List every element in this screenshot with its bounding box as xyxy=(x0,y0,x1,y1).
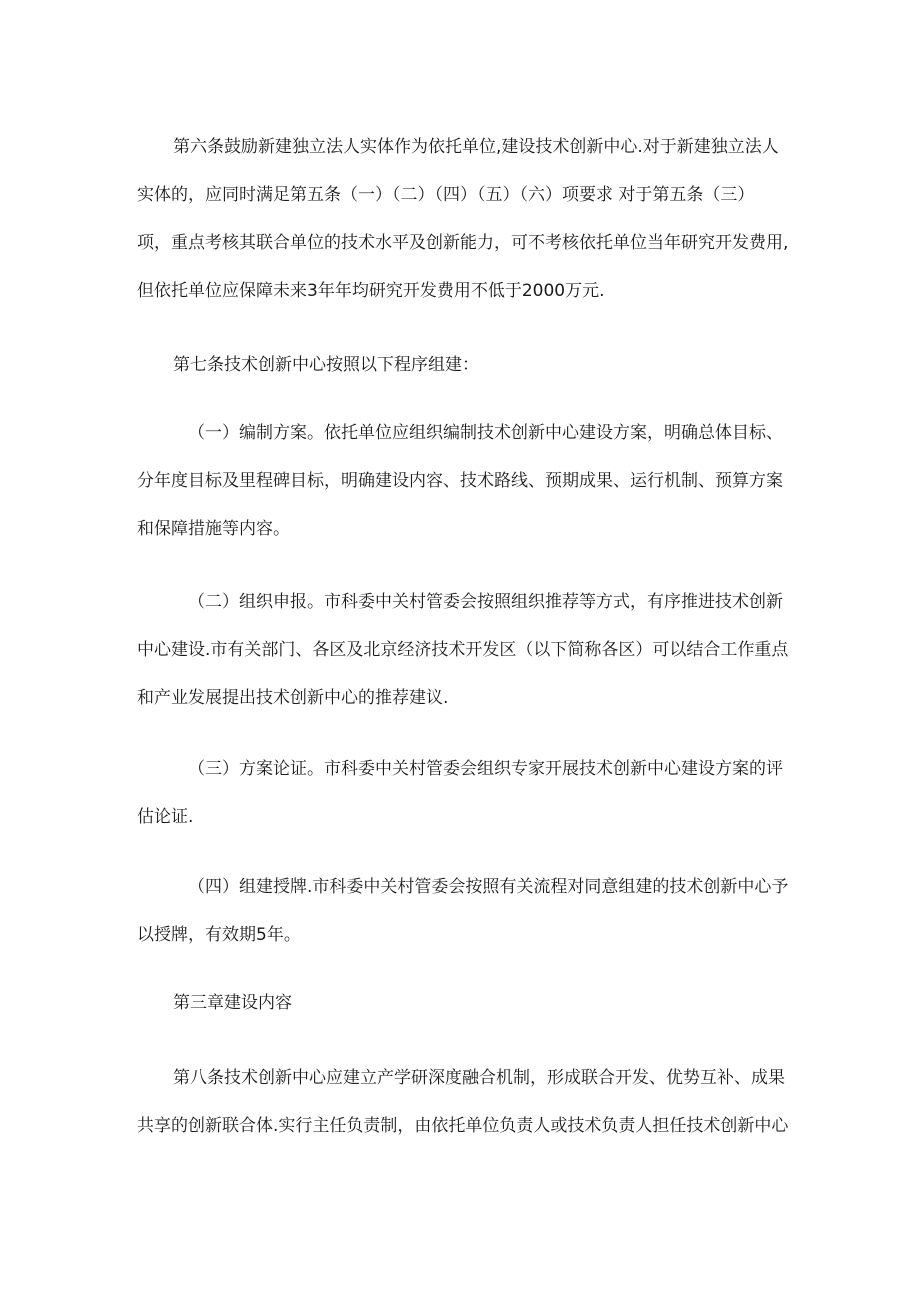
text-line: 估论证. xyxy=(137,807,194,827)
text-line: （一）编制方案。依托单位应组织编制技术创新中心建设方案，明确总体目标、 xyxy=(188,423,783,443)
text-line: （二）组织申报。市科委中关村管委会按照组织推荐等方式，有序推进技术创新 xyxy=(188,592,783,612)
text-line: （三）方案论证。市科委中关村管委会组织专家开展技术创新中心建设方案的评 xyxy=(188,759,783,779)
text-line: 但依托单位应保障未来3年年均研究开发费用不低于2000万元. xyxy=(137,281,605,301)
paragraph-article-8 xyxy=(137,1054,789,1150)
paragraph-item-1 xyxy=(137,409,782,553)
paragraph-item-3 xyxy=(137,745,782,841)
text-line: 项，重点考核其联合单位的技术水平及创新能力，可不考核依托单位当年研究开发费用, xyxy=(137,233,789,253)
paragraph-article-7 xyxy=(137,341,782,389)
text-line: 第六条鼓励新建独立法人实体作为依托单位,建设技术创新中心.对于新建独立法人 xyxy=(173,137,779,157)
text-line: 第七条技术创新中心按照以下程序组建： xyxy=(173,355,479,375)
text-line: 共享的创新联合体.实行主任负责制，由依托单位负责人或技术负责人担任技术创新中心 xyxy=(137,1116,789,1136)
text-line: 分年度目标及里程碑目标，明确建设内容、技术路线、预期成果、运行机制、预算方案 xyxy=(137,471,783,491)
text-line: 中心建设.市有关部门、各区及北京经济技术开发区（以下简称各区）可以结合工作重点 xyxy=(137,640,789,660)
text-line: 实体的，应同时满足第五条（一）（二）（四）（五）（六）项要求 对于第五条（三） xyxy=(137,185,755,205)
text-line: 和保障措施等内容。 xyxy=(137,519,290,539)
text-line: 和产业发展提出技术创新中心的推荐建议. xyxy=(137,688,449,708)
paragraph-item-4 xyxy=(137,863,789,959)
paragraph-item-2 xyxy=(137,578,789,722)
text-line: 以授牌，有效期5年。 xyxy=(137,925,301,945)
chapter-heading xyxy=(137,979,782,1027)
text-line: 第八条技术创新中心应建立产学研深度融合机制，形成联合开发、优势互补、成果 xyxy=(173,1068,785,1088)
paragraph-article-6 xyxy=(137,123,789,315)
text-line: 第三章建设内容 xyxy=(173,993,292,1013)
text-line: （四）组建授牌.市科委中关村管委会按照有关流程对同意组建的技术创新中心予 xyxy=(188,877,789,897)
